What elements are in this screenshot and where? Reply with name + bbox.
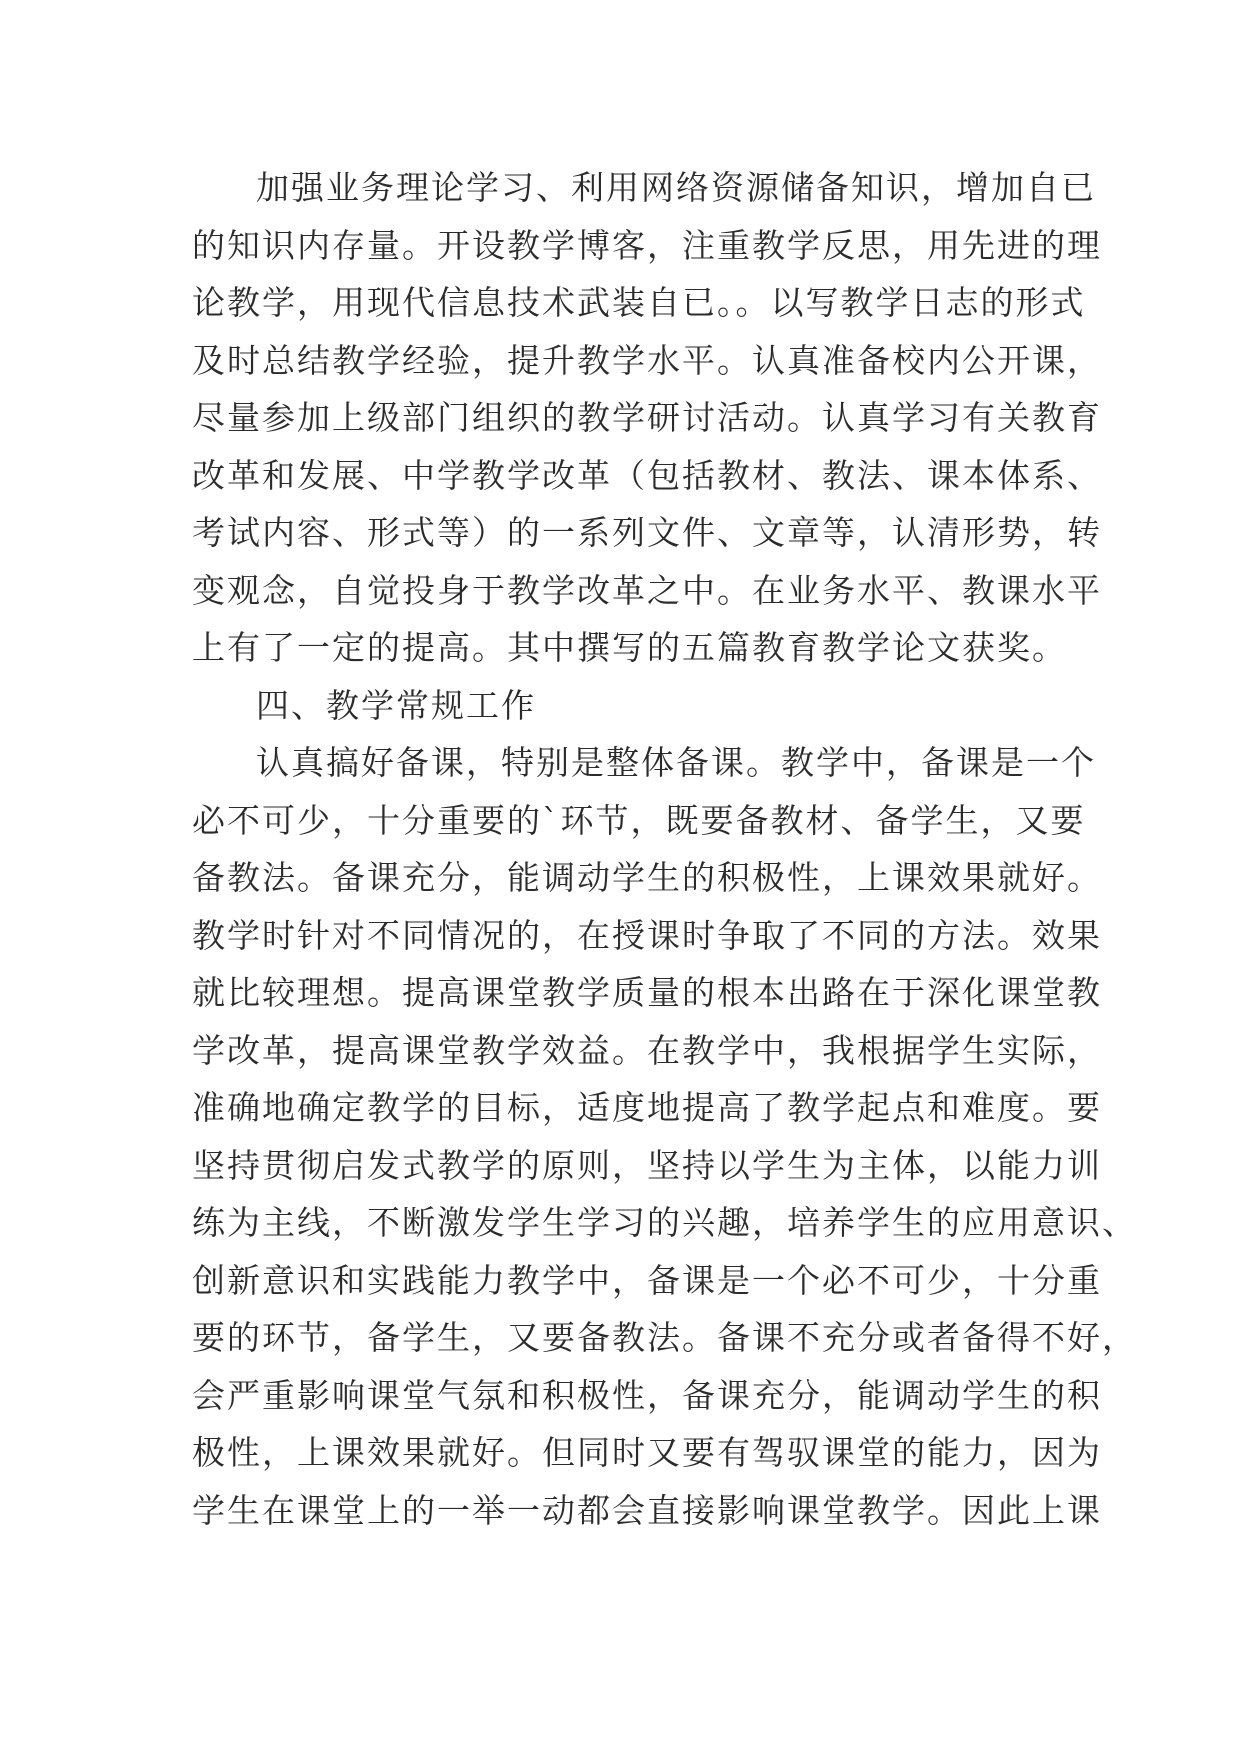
paragraph-line: 变观念，自觉投身于教学改革之中。在业务水平、教课水平	[192, 570, 1102, 610]
paragraph-line: 及时总结教学经验，提升教学水平。认真准备校内公开课，	[192, 340, 1102, 380]
paragraph-line: 准确地确定教学的目标，适度地提高了教学起点和难度。要	[192, 1088, 1102, 1127]
paragraph-line: 必不可少，十分重要的`环节，既要备教材、备学生，又要	[192, 800, 1086, 840]
paragraph-line: 加强业务理论学习、利用网络资源储备知识，增加自已	[256, 168, 1096, 207]
paragraph-line: 备教法。备课充分，能调动学生的积极性，上课效果就好。	[192, 858, 1102, 897]
paragraph-line: 考试内容、形式等）的一系列文件、文章等，认清形势，转	[192, 513, 1102, 552]
paragraph-line: 学改革，提高课堂教学效益。在教学中，我根据学生实际，	[192, 1030, 1102, 1070]
paragraph-line: 坚持贯彻启发式教学的原则，坚持以学生为主体，以能力训	[192, 1145, 1102, 1185]
paragraph-line: 创新意识和实践能力教学中，备课是一个必不可少，十分重	[192, 1260, 1102, 1300]
paragraph-line: 要的环节，备学生，又要备教法。备课不充分或者备得不好，	[192, 1318, 1137, 1357]
paragraph-line: 改革和发展、中学教学改革（包括教材、教法、课本体系、	[192, 455, 1102, 495]
paragraph-line: 论教学，用现代信息技术武装自已。。以写教学日志的形式	[192, 283, 1086, 322]
paragraph-line: 尽量参加上级部门组织的教学研讨活动。认真学习有关教育	[192, 398, 1102, 437]
paragraph-line: 教学时针对不同情况的，在授课时争取了不同的方法。效果	[192, 915, 1102, 955]
body-text	[192, 159, 1137, 1539]
paragraph-line: 上有了一定的提高。其中撰写的五篇教育教学论文获奖。	[192, 628, 1067, 667]
paragraph-line: 的知识内存量。开设教学博客，注重教学反思，用先进的理	[192, 225, 1102, 265]
paragraph-line: 极性，上课效果就好。但同时又要有驾驭课堂的能力，因为	[192, 1433, 1102, 1472]
paragraph-line: 练为主线，不断激发学生学习的兴趣，培养学生的应用意识、	[192, 1203, 1137, 1242]
paragraph-line: 认真搞好备课，特别是整体备课。教学中，备课是一个	[256, 743, 1096, 782]
paragraph-line: 学生在课堂上的一举一动都会直接影响课堂教学。因此上课	[192, 1490, 1102, 1530]
paragraph-line: 就比较理想。提高课堂教学质量的根本出路在于深化课堂教	[192, 973, 1102, 1012]
section-heading: 四、教学常规工作	[256, 685, 536, 725]
paragraph-line: 会严重影响课堂气氛和积极性，备课充分，能调动学生的积	[192, 1375, 1102, 1415]
